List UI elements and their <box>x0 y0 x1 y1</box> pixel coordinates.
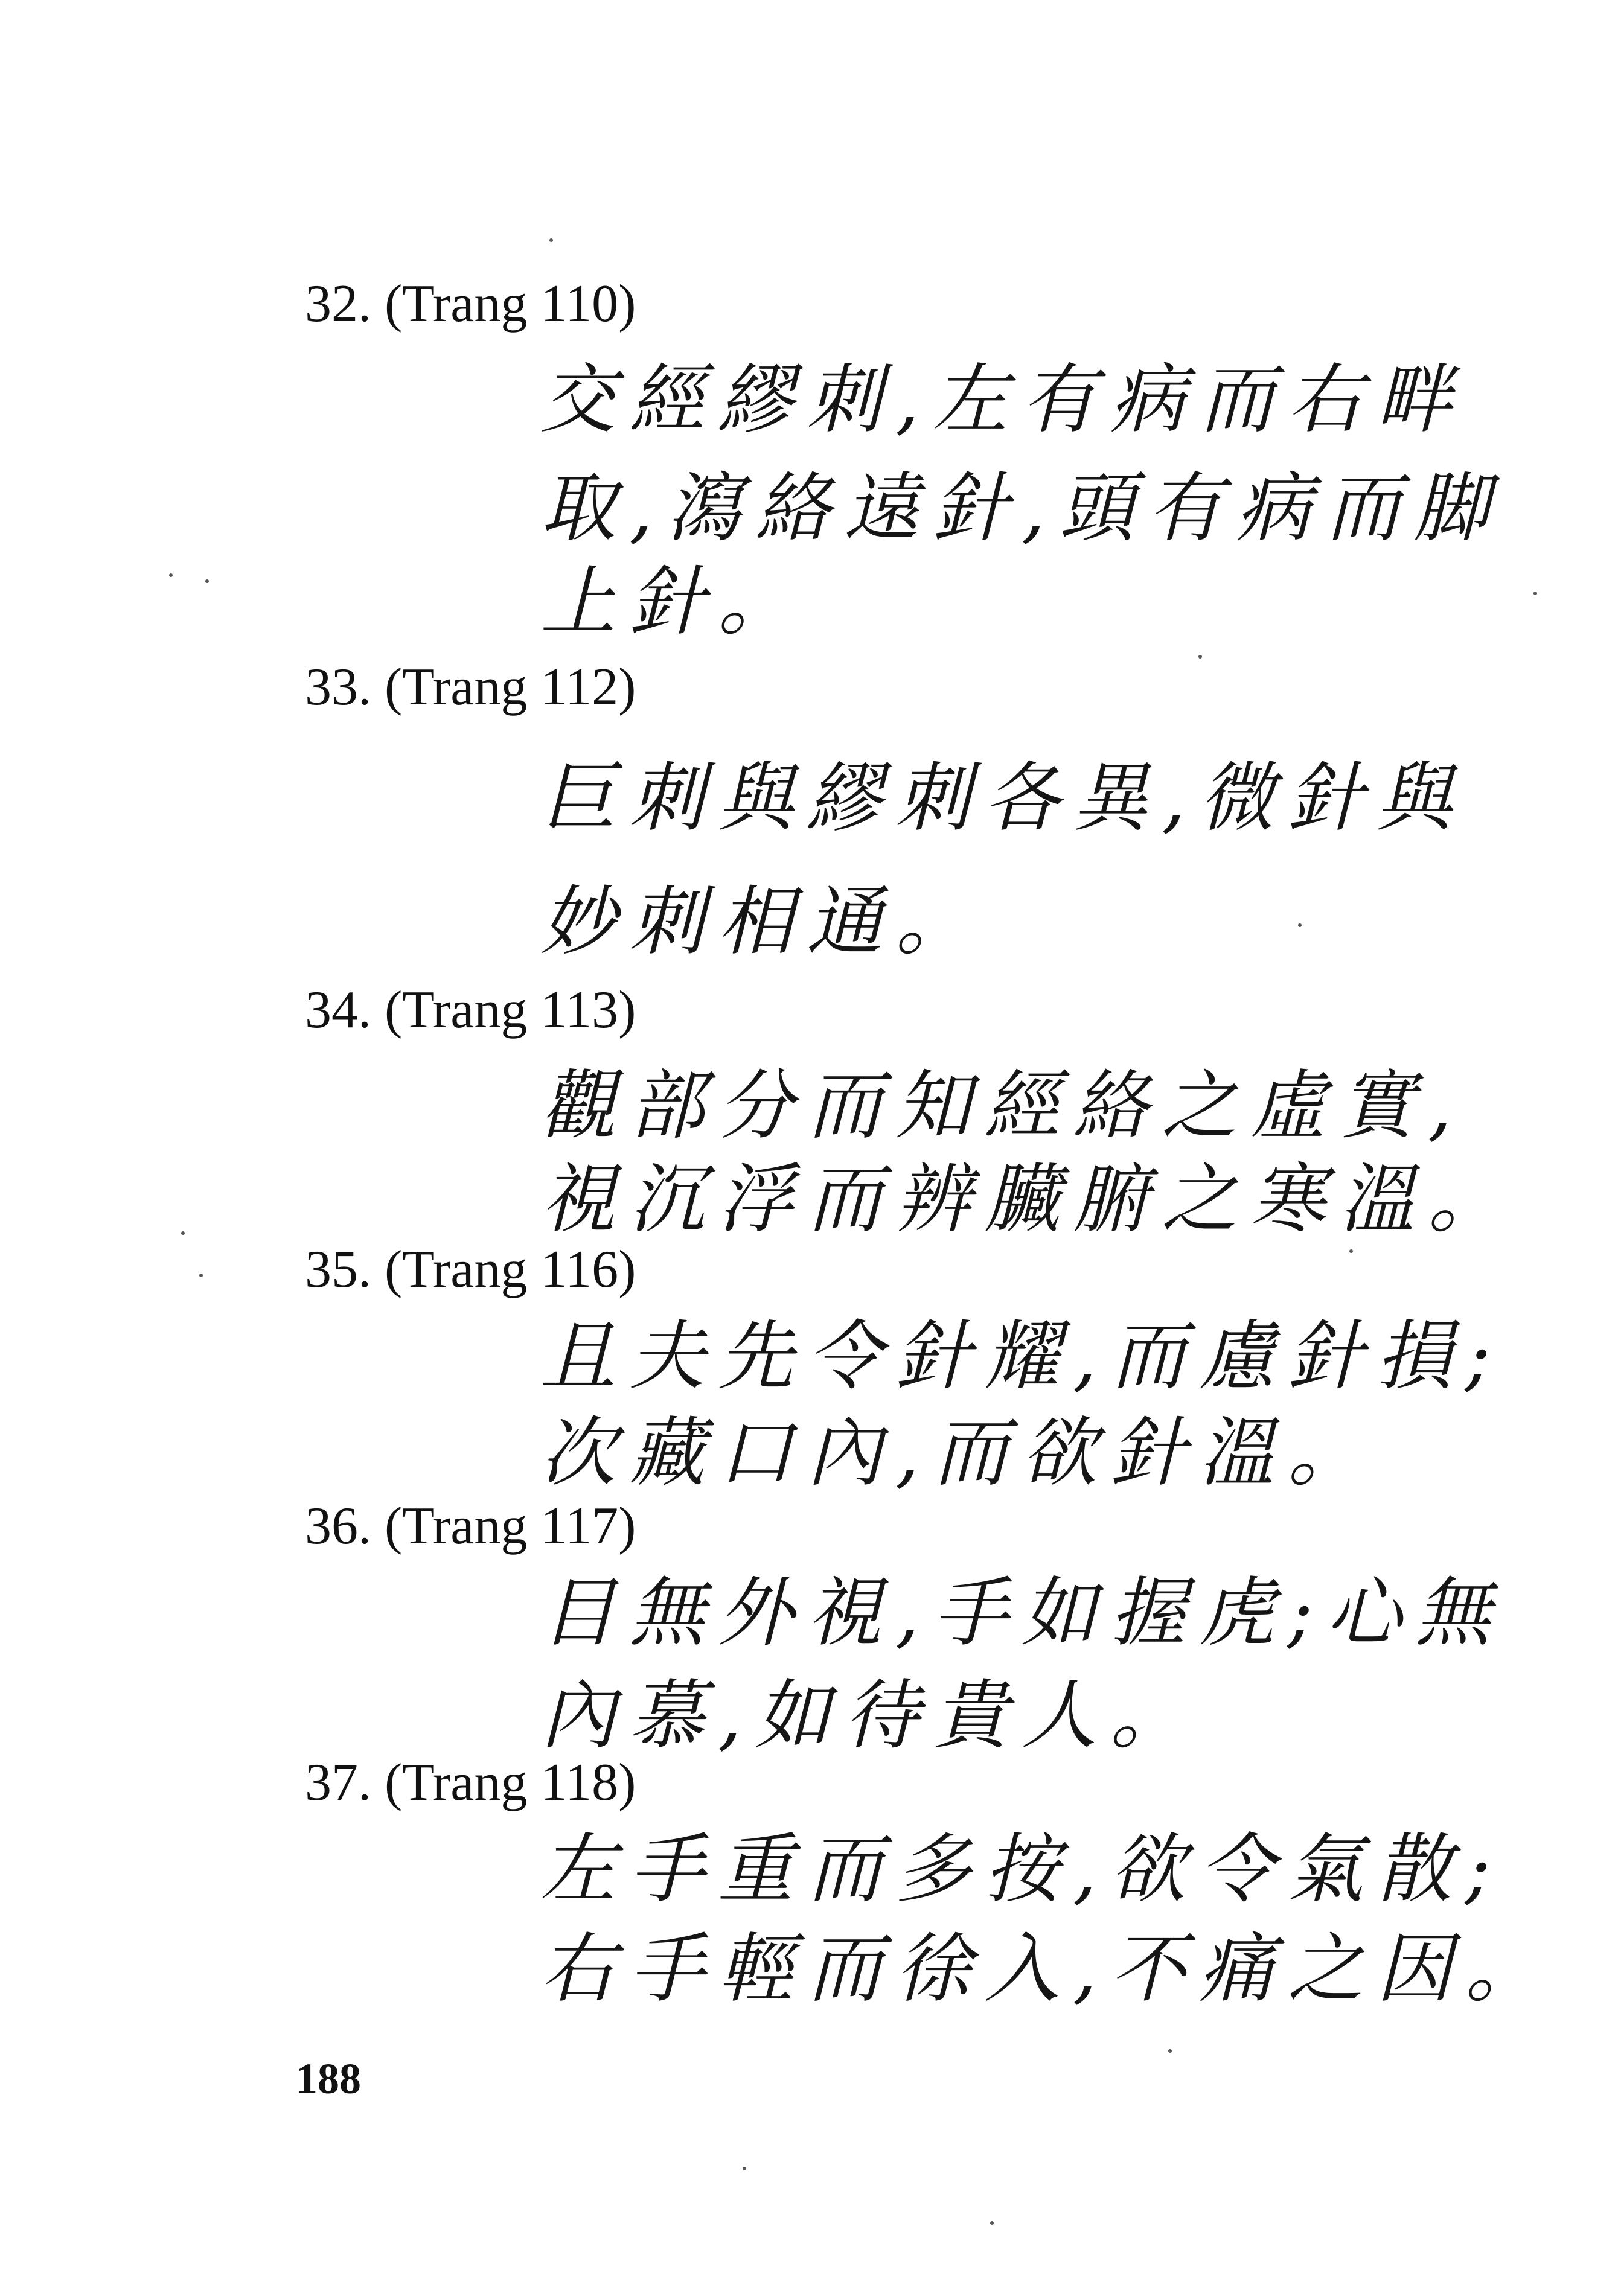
entry-heading-37: 37. (Trang 118) <box>305 1753 636 1812</box>
scan-speck <box>199 1274 203 1277</box>
entry-36-line-2: 內慕,如待貴人。 <box>540 1672 1199 1759</box>
scan-speck <box>1298 923 1302 927</box>
entry-36-line-1: 目無外視,手如握虎;心無 <box>540 1569 1504 1657</box>
scan-speck <box>743 2167 746 2170</box>
entry-32-line-2: 取,瀉絡遠針,頭有病而脚 <box>540 465 1503 552</box>
entry-33-line-2: 妙刺相通。 <box>540 878 984 966</box>
entry-34-line-2: 視沉浮而辨臟腑之寒溫。 <box>540 1156 1517 1243</box>
scan-speck <box>549 238 553 242</box>
entry-37-line-1: 左手重而多按,欲令氣散; <box>540 1826 1504 1913</box>
entry-34-line-1: 觀部分而知經絡之虛實, <box>540 1062 1465 1150</box>
scan-speck <box>1533 592 1537 595</box>
scan-speck <box>990 2221 994 2225</box>
scan-speck <box>1168 2049 1172 2053</box>
entry-heading-33: 33. (Trang 112) <box>305 658 636 716</box>
entry-heading-36: 36. (Trang 117) <box>305 1497 636 1555</box>
entry-32-line-3: 上針。 <box>540 558 807 646</box>
scan-speck <box>1198 655 1202 659</box>
page-number: 188 <box>296 2055 361 2103</box>
scan-speck <box>1349 1249 1353 1253</box>
entry-35-line-1: 且夫先令針耀,而慮針損; <box>540 1313 1504 1400</box>
entry-heading-35: 35. (Trang 116) <box>305 1240 636 1299</box>
entry-32-line-1: 交經繆刺,左有病而右畔 <box>540 356 1465 444</box>
entry-37-line-2: 右手輕而徐入,不痛之因。 <box>540 1925 1554 2013</box>
entry-35-line-2: 次藏口內,而欲針溫。 <box>540 1409 1377 1497</box>
entry-heading-32: 32. (Trang 110) <box>305 275 636 333</box>
entry-heading-34: 34. (Trang 113) <box>305 981 636 1039</box>
scan-speck <box>181 1231 185 1235</box>
scan-speck <box>169 573 173 577</box>
scan-speck <box>205 579 209 583</box>
entry-33-line-1: 巨刺與繆刺各異,微針與 <box>540 754 1465 842</box>
